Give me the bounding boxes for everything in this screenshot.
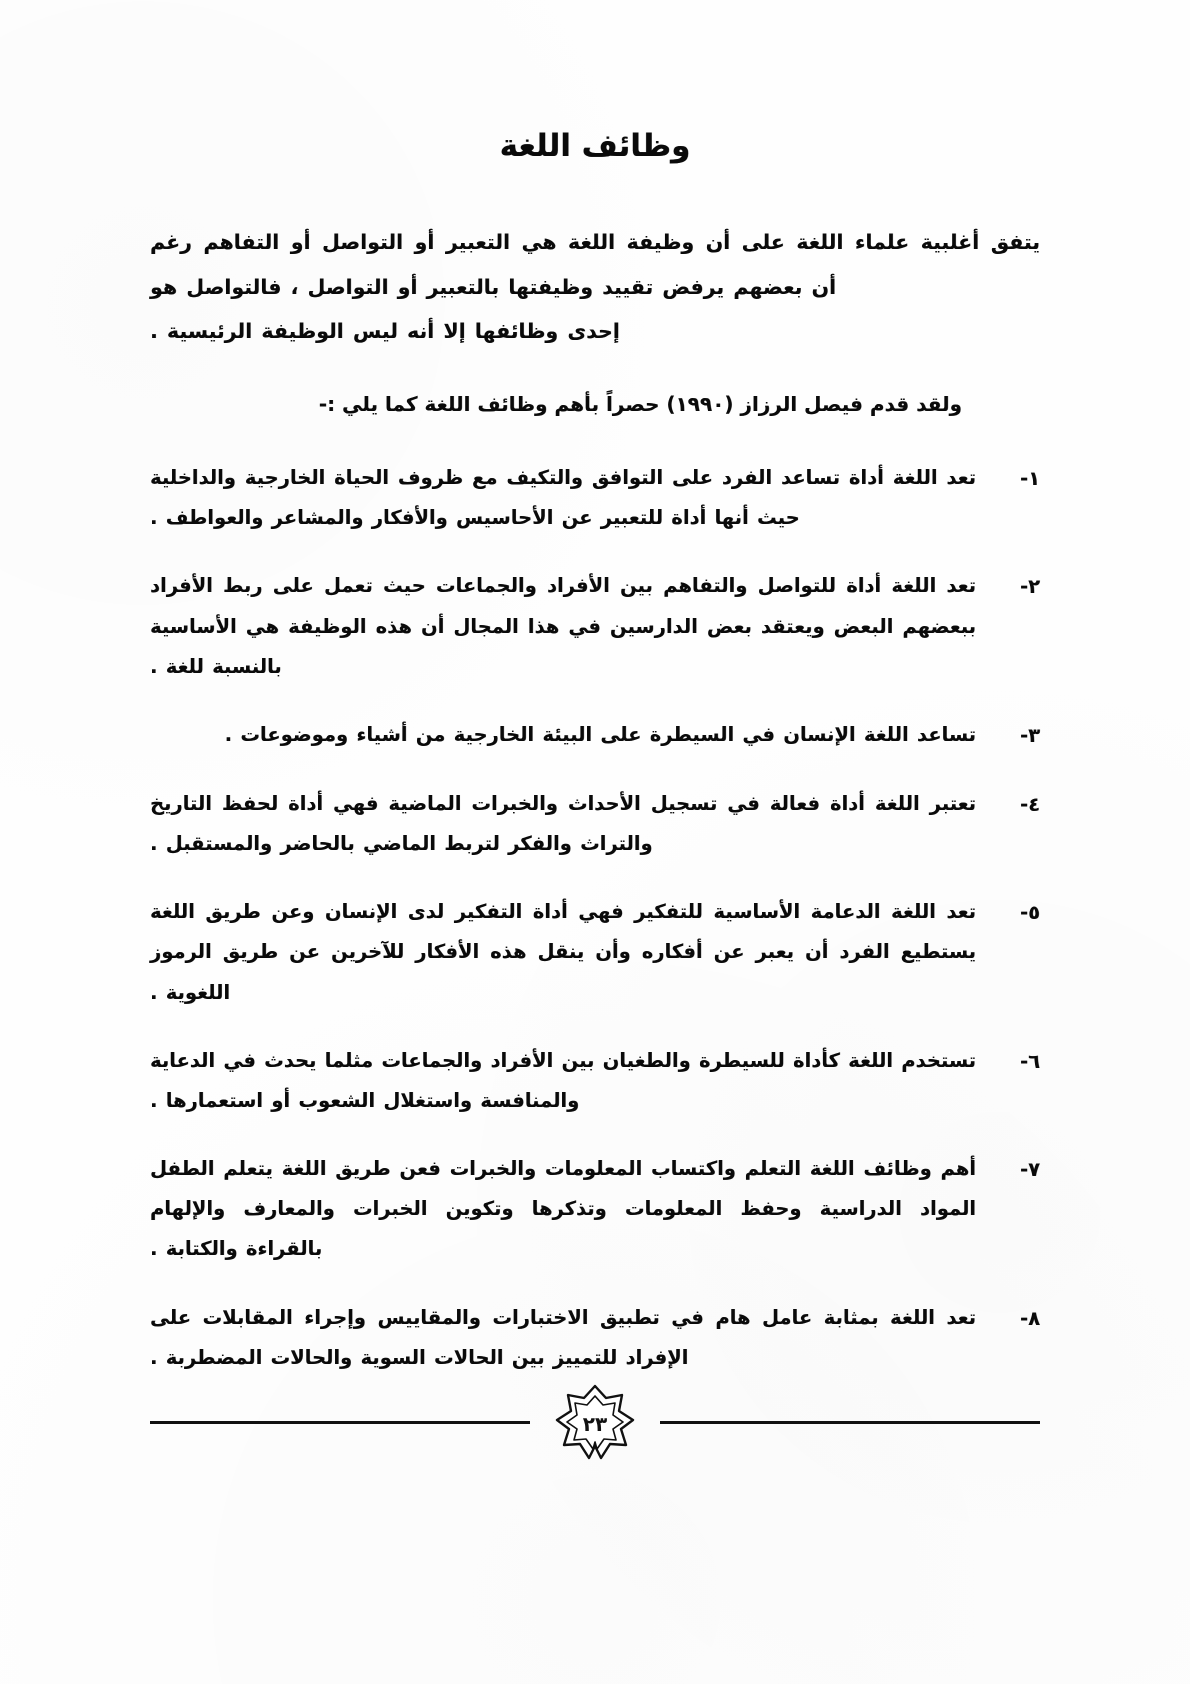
list-item-text: أهم وظائف اللغة التعلم واكتساب المعلومات والخبرات فعن طريق اللغة يتعلم الطفل المواد الدراسية وحفظ المعلومات وتذكرها وتكوين الخبرات والمعارف والإلهام بالقراءة والكتابة . (150, 1157, 976, 1261)
page-footer (0, 1376, 1190, 1466)
intro-line-2: إحدى وظائفها إلا أنه ليس الوظيفة الرئيسية . (150, 319, 620, 344)
page-number-ornament (553, 1384, 637, 1464)
page-title: وظائف اللغة (499, 128, 691, 164)
list-item-marker: ٤- (1020, 793, 1040, 816)
list-item-text: تعد اللغة أداة تساعد الفرد على التوافق والتكيف مع ظروف الحياة الخارجية والداخلية حيث أنها أداة للتعبير عن الأحاسيس والأفكار والمشاعر والعواطف . (150, 466, 976, 530)
list-item-marker: ١- (1020, 467, 1040, 491)
lead-sentence: ولقد قدم فيصل الرزاز (١٩٩٠) حصراً بأهم وظائف اللغة كما يلي :- (318, 392, 962, 417)
list-item-text: تعتبر اللغة أداة فعالة في تسجيل الأحداث والخبرات الماضية فهي أداة لحفظ التاريخ والتراث والفكر لتربط الماضي بالحاضر والمستقبل . (150, 792, 976, 856)
list-item (150, 1298, 1040, 1378)
intro-line-1: يتفق أغلبية علماء اللغة على أن وظيفة اللغة هي التعبير أو التواصل أو التفاهم رغم أن بعضهم يرفض تقييد وظيفتها بالتعبير أو التواصل ، فالتواصل هو (150, 230, 1040, 299)
list-item-marker: ٣- (1020, 723, 1040, 747)
list-item-marker: ٢- (1020, 575, 1040, 599)
intro-paragraph (150, 220, 1040, 354)
list-item-text: تعد اللغة الدعامة الأساسية للتفكير فهي أداة التفكير لدى الإنسان وعن طريق اللغة يستطيع الفرد أن يعبر عن أفكاره وأن ينقل هذه الأفكار للآخرين عن طريق الرموز اللغوية . (150, 900, 976, 1004)
functions-list (150, 458, 1040, 1378)
list-item-marker: ٨- (1020, 1306, 1040, 1330)
list-item-text: تعد اللغة أداة للتواصل والتفاهم بين الأفراد والجماعات حيث تعمل على ربط الأفراد ببعضهم البعض ويعتقد بعض الدارسين في هذا المجال أن هذه الوظيفة هي الأساسية بالنسبة للغة . (150, 574, 976, 678)
list-item (150, 784, 1040, 864)
list-item-marker: ٦- (1020, 1049, 1040, 1073)
list-item-text: تعد اللغة بمثابة عامل هام في تطبيق الاختبارات والمقاييس وإجراء المقابلات على الإفراد للتمييز بين الحالات السوية والحالات المضطربة . (150, 1305, 976, 1369)
list-item (150, 566, 1040, 686)
footer-rule-left (150, 1421, 530, 1424)
list-item (150, 1149, 1040, 1269)
footer-rule-right (660, 1421, 1040, 1424)
list-item-text: تساعد اللغة الإنسان في السيطرة على البيئة الخارجية من أشياء وموضوعات . (224, 722, 976, 746)
page-number: ٢٣ (582, 1412, 608, 1436)
page-content (150, 128, 1040, 1406)
list-item-marker: ٧- (1020, 1158, 1040, 1182)
list-item-marker: ٥- (1020, 901, 1040, 925)
list-item (150, 1041, 1040, 1121)
list-item (150, 715, 1040, 756)
list-item-text: تستخدم اللغة كأداة للسيطرة والطغيان بين الأفراد والجماعات مثلما يحدث في الدعاية والمنافسة واستغلال الشعوب أو استعمارها . (150, 1048, 976, 1112)
list-item (150, 892, 1040, 1012)
list-item (150, 458, 1040, 538)
